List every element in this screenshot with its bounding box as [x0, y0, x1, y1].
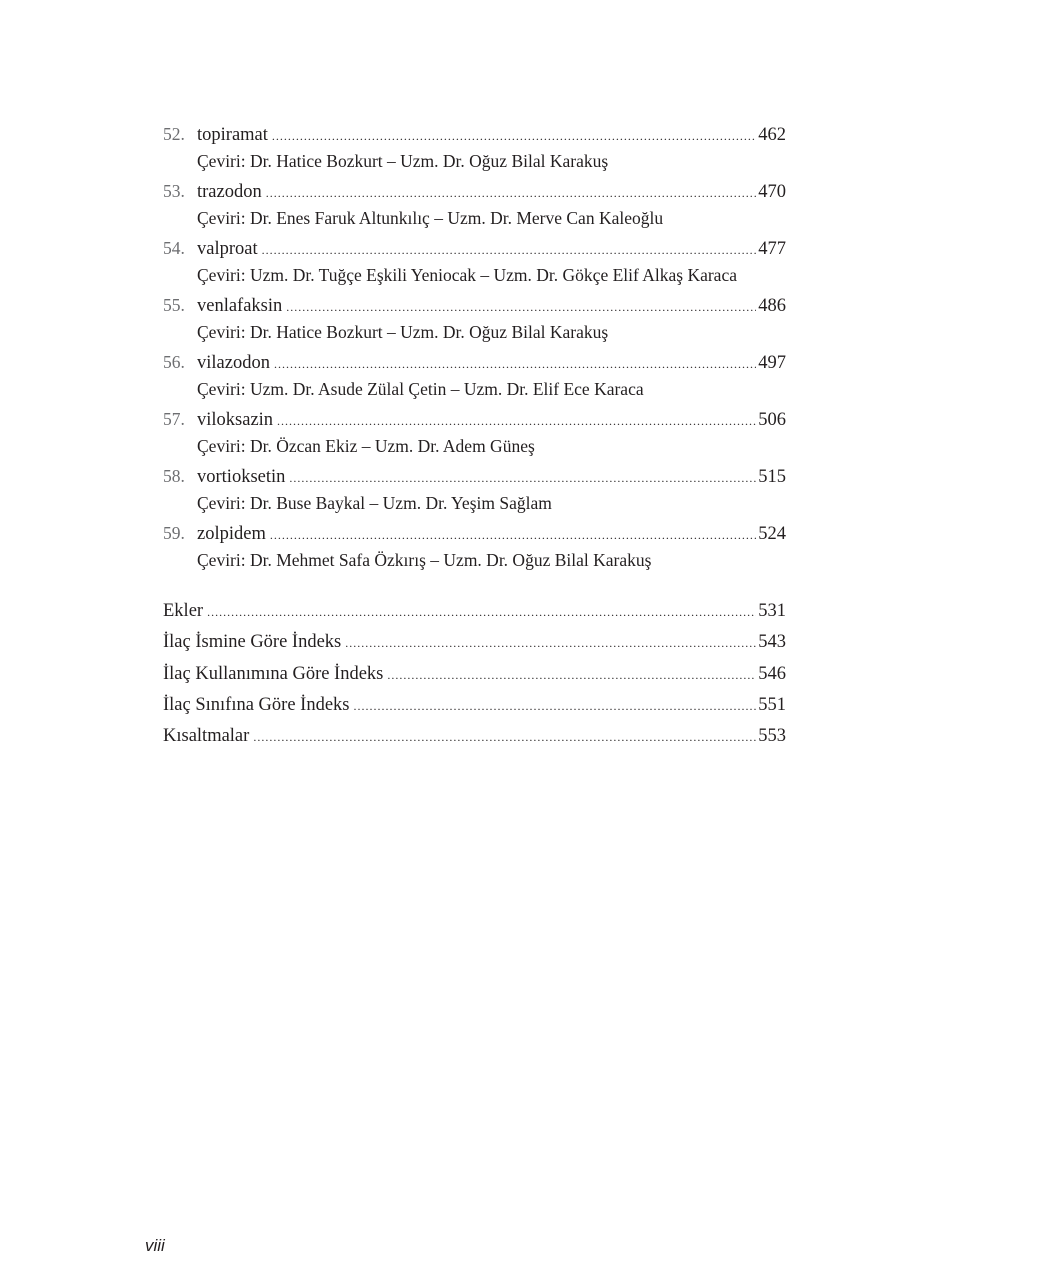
toc-entry-valproat: [163, 234, 786, 291]
page-number: 477: [758, 239, 786, 259]
dot-leader: [345, 628, 756, 659]
toc-entry-row: [163, 291, 786, 319]
appendix-title: Kısaltmalar: [163, 726, 250, 747]
toc-entry-row: [163, 462, 786, 490]
appendix-title: İlaç Sınıfına Göre İndeks: [163, 694, 350, 715]
chapter-title: venlafaksin: [197, 296, 283, 316]
footer-page-number: viii: [145, 1236, 165, 1255]
toc-appendix-ilac-sinifina: [163, 690, 786, 721]
translators-line: Çeviri: Uzm. Dr. Tuğçe Eşkili Yeniocak – Uzm. Dr. Gökçe Elif Alkaş Karaca: [197, 265, 737, 285]
toc-entry-vortioksetin: [163, 462, 786, 519]
toc-entry-zolpidem: [163, 519, 786, 576]
dot-leader: [274, 350, 756, 378]
page-number: 531: [758, 601, 786, 621]
dot-leader: [253, 722, 756, 753]
chapter-number: 54.: [163, 238, 185, 258]
page-number: 546: [758, 663, 786, 684]
page-number: 497: [758, 353, 786, 373]
page-number: 524: [758, 524, 786, 544]
table-of-contents: [163, 120, 786, 752]
toc-entry-topiramat: [163, 120, 786, 177]
chapter-title: trazodon: [197, 182, 262, 202]
appendix-title: İlaç İsmine Göre İndeks: [163, 632, 342, 653]
chapter-number: 59.: [163, 523, 185, 543]
chapter-number: 57.: [163, 409, 185, 429]
chapter-number: 52.: [163, 124, 185, 144]
appendix-title: İlaç Kullanımına Göre İndeks: [163, 663, 384, 684]
toc-entry-row: [163, 177, 786, 205]
toc-entry-venlafaksin: [163, 291, 786, 348]
toc-entry-row: [163, 348, 786, 376]
toc-entry-row: [163, 519, 786, 547]
dot-leader: [207, 597, 756, 628]
dot-leader: [289, 464, 756, 492]
page-number: 515: [758, 467, 786, 487]
translators-line: Çeviri: Dr. Mehmet Safa Özkırış – Uzm. Dr. Oğuz Bilal Karakuş: [197, 550, 652, 570]
translators-line: Çeviri: Dr. Enes Faruk Altunkılıç – Uzm. Dr. Merve Can Kaleoğlu: [197, 208, 664, 228]
toc-appendix-kisaltmalar: [163, 721, 786, 752]
page-number: 543: [758, 632, 786, 653]
dot-leader: [286, 293, 756, 321]
page-number: 553: [758, 726, 786, 747]
chapter-number: 53.: [163, 181, 185, 201]
page-number: 506: [758, 410, 786, 430]
dot-leader: [272, 122, 756, 150]
page-number: 486: [758, 296, 786, 316]
chapter-number: 55.: [163, 295, 185, 315]
appendix-title: Ekler: [163, 601, 204, 621]
translators-line: Çeviri: Uzm. Dr. Asude Zülal Çetin – Uzm. Dr. Elif Ece Karaca: [197, 379, 644, 399]
translators-line: Çeviri: Dr. Özcan Ekiz – Uzm. Dr. Adem Güneş: [197, 436, 535, 456]
page-number: 551: [758, 694, 786, 715]
chapter-number: 56.: [163, 352, 185, 372]
page-number: 470: [758, 182, 786, 202]
dot-leader: [277, 407, 756, 435]
chapter-title: topiramat: [197, 125, 268, 145]
toc-appendix-ilac-kullanimina: [163, 659, 786, 690]
dot-leader: [270, 521, 756, 549]
chapter-title: valproat: [197, 239, 258, 259]
toc-entry-viloksazin: [163, 405, 786, 462]
toc-entry-trazodon: [163, 177, 786, 234]
chapter-title: zolpidem: [197, 524, 266, 544]
chapter-title: vilazodon: [197, 353, 270, 373]
toc-entry-row: [163, 120, 786, 148]
dot-leader: [387, 660, 756, 691]
toc-entry-vilazodon: [163, 348, 786, 405]
dot-leader: [353, 691, 756, 722]
chapter-number: 58.: [163, 466, 185, 486]
translators-line: Çeviri: Dr. Buse Baykal – Uzm. Dr. Yeşim Sağlam: [197, 493, 552, 513]
dot-leader: [266, 179, 757, 207]
chapter-title: viloksazin: [197, 410, 274, 430]
translators-line: Çeviri: Dr. Hatice Bozkurt – Uzm. Dr. Oğuz Bilal Karakuş: [197, 151, 609, 171]
page-number: 462: [758, 125, 786, 145]
toc-appendix-section: [163, 596, 786, 752]
translators-line: Çeviri: Dr. Hatice Bozkurt – Uzm. Dr. Oğuz Bilal Karakuş: [197, 322, 609, 342]
toc-appendix-ilac-ismine: [163, 627, 786, 658]
toc-entry-row: [163, 234, 786, 262]
chapter-title: vortioksetin: [197, 467, 286, 487]
dot-leader: [262, 236, 757, 264]
toc-appendix-ekler: [163, 596, 786, 627]
toc-entry-row: [163, 405, 786, 433]
